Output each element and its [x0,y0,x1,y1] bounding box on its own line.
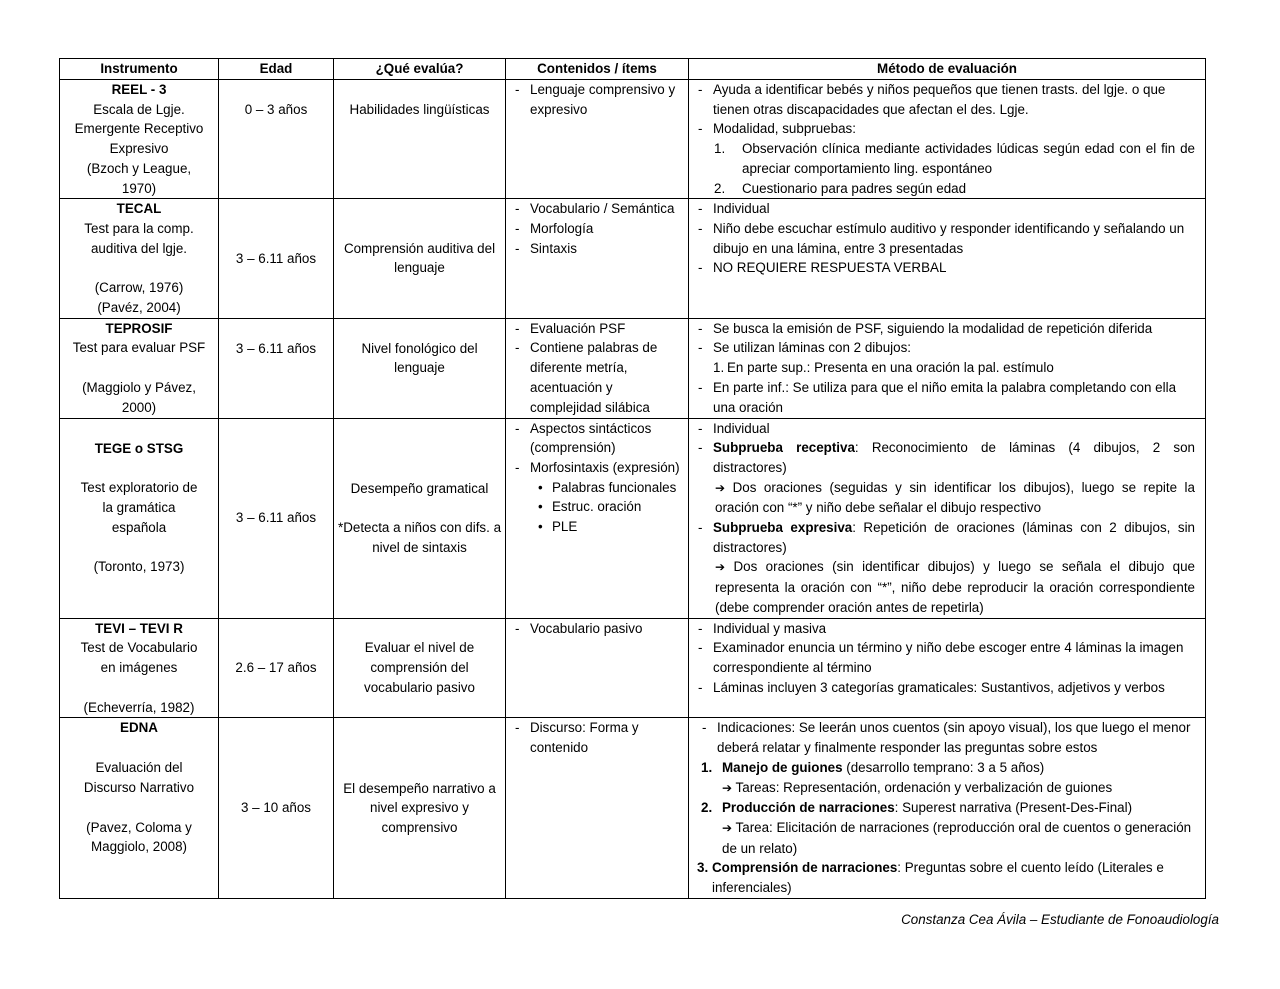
table-row [60,318,1206,418]
item-number: 1. [714,141,726,157]
method-item-text: Se utilizan láminas con 2 dibujos: [713,340,911,356]
instrument-reference: (Pavéz, 2004) [97,300,181,316]
numbered-item [713,358,1201,378]
instrument-name: TECAL [116,201,162,217]
instrument-name: TEPROSIF [105,320,173,336]
method-item: - NO REQUIERE RESPUESTA VERBAL [713,258,1201,278]
instrument-line: Discurso Narrativo [83,779,195,795]
instrument-line: Expresivo [109,141,169,157]
evaluation-table [59,58,1206,899]
content-item: - Vocabulario / Semántica [530,199,684,219]
instrument-reference: (Carrow, 1976) [94,280,184,296]
content-item: - Lenguaje comprensivo y expresivo [530,80,684,119]
arrow-item [713,557,1195,617]
table-row [60,618,1206,718]
method-cell [689,718,1206,898]
arrow-right-icon: ➔ [722,820,733,835]
evaluates-cell: Evaluar el nivel de comprensión del vocabulario pasivo [334,618,506,718]
instrument-line: Test exploratorio de [80,480,198,496]
evaluates-text: Desempeño gramatical [350,480,489,496]
arrow-text: Tareas: Representación, ordenación y verbalización de guiones [735,779,1113,795]
instrument-line: 1970) [121,180,157,196]
age-cell: 3 – 6.11 años [219,199,334,319]
instrument-reference: (Echeverría, 1982) [83,699,195,715]
arrow-item [722,778,1201,799]
method-item: - Individual y masiva [713,619,1201,639]
evaluates-note: *Detecta a niños con difs. a nivel de sintaxis [338,520,502,555]
contents-cell [506,80,689,199]
arrow-text: Tarea: Elicitación de narraciones (reproducción oral de cuentos o generación de un relato) [722,819,1192,856]
arrow-text: Dos oraciones (seguidas y sin identificar los dibujos), luego se repite la oración con “*” y niño debe señalar el dibujo respectivo [715,479,1195,516]
method-item: - Examinador enuncia un término y niño debe escoger entre 4 láminas la imagen correspondiente al término [713,638,1201,677]
numbered-label: Comprensión de narraciones [712,860,898,876]
evaluates-cell: Comprensión auditiva del lenguaje [334,199,506,319]
instrument-cell [60,199,219,319]
item-number: 2. [701,800,713,816]
item-number: 1. [713,360,725,376]
numbered-text: En parte sup.: Presenta en una oración la pal. estímulo [727,360,1054,376]
numbered-text: Observación clínica mediante actividades lúdicas según edad con el fin de apreciar comportamiento ling. espontáneo [742,141,1195,176]
bullet-item: • Palabras funcionales [552,478,684,498]
method-item [713,119,1195,198]
item-number: 1. [701,759,713,775]
header-contenidos: Contenidos / ítems [506,59,689,80]
content-item: - Morfología [530,219,684,239]
method-item-text: Modalidad, subpruebas: [713,121,856,137]
method-item: - Individual [713,419,1195,439]
arrow-text: Dos oraciones (sin identificar dibujos) y luego se señala el dibujo que representa la oración con “*”, niño debe reproducir la oración correspondiente (debe comprender oración antes de repetirla) [715,559,1195,615]
instrument-name: EDNA [120,720,158,736]
numbered-item [714,139,1195,178]
content-item: - Vocabulario pasivo [530,619,684,639]
content-item-text: Morfosintaxis (expresión) [530,459,680,475]
instrument-reference: 2000) [121,399,157,415]
instrument-line: la gramática [102,499,176,515]
arrow-item [722,818,1201,858]
contents-cell [506,418,689,618]
subtest-label: Subprueba expresiva [713,520,853,536]
header-edad: Edad [219,59,334,80]
numbered-text: : Superest narrativa (Present-Des-Final) [894,800,1133,816]
instrument-cell [60,418,219,618]
method-item: - Individual [713,199,1201,219]
table-row [60,80,1206,199]
method-cell [689,318,1206,418]
arrow-right-icon: ➔ [722,780,733,795]
item-number: 2. [714,180,726,196]
instrument-reference: Maggiolo, 2008) [90,839,188,855]
method-cell [689,618,1206,718]
method-item: - Niño debe escuchar estímulo auditivo y responder identificando y señalando un dibujo en una lámina, entre 3 presentadas [713,219,1201,258]
numbered-label: Producción de narraciones [722,800,895,816]
evaluates-cell [334,418,506,618]
instrument-name: REEL - 3 [111,82,167,97]
header-metodo: Método de evaluación [689,59,1206,80]
content-item: - Evaluación PSF [530,319,684,339]
instrument-name: TEVI – TEVI R [95,620,183,636]
arrow-right-icon: ➔ [715,480,726,495]
numbered-text: (desarrollo temprano: 3 a 5 años) [842,759,1045,775]
subtest-label: Subprueba receptiva [713,440,855,456]
content-item: - Aspectos sintácticos (comprensión) [530,419,684,458]
numbered-item [697,798,1201,858]
age-cell: 0 – 3 años [219,80,334,199]
item-number: 3. [697,860,709,876]
evaluates-cell: Habilidades lingüísticas [334,80,506,199]
evaluates-cell: El desempeño narrativo a nivel expresivo y comprensivo [334,718,506,898]
table-row [60,718,1206,898]
contents-cell [506,618,689,718]
instrument-cell [60,618,219,718]
instrument-cell [60,718,219,898]
numbered-item [697,858,1201,897]
method-item: - Se busca la emisión de PSF, siguiendo la modalidad de repetición diferida [713,319,1201,339]
method-item: - Láminas incluyen 3 categorías gramaticales: Sustantivos, adjetivos y verbos [713,678,1201,698]
instrument-line: Evaluación del [95,760,183,776]
instrument-line: Test para la comp. [84,220,194,236]
numbered-item [714,179,1195,199]
instrument-line: Escala de Lgje. [93,101,185,117]
instrument-reference: (Pavez, Coloma y [86,819,192,835]
method-cell [689,199,1206,319]
method-item: - Ayuda a identificar bebés y niños pequeños que tienen trasts. del lgje. o que tienen otras discapacidades que afectan el des. Lgje. [713,80,1195,119]
footer-author: Constanza Cea Ávila – Estudiante de Fonoaudiología [901,912,1219,927]
numbered-label: Manejo de guiones [722,759,843,775]
bullet-item: • PLE [552,517,684,537]
method-item [713,438,1195,518]
instrument-line: en imágenes [100,659,178,675]
header-que-evalua: ¿Qué evalúa? [334,59,506,80]
header-instrumento: Instrumento [60,59,219,80]
age-cell: 3 – 10 años [219,718,334,898]
instrument-cell [60,80,219,199]
age-cell: 3 – 6.11 años [219,318,334,418]
arrow-right-icon: ➔ [715,560,726,575]
contents-cell [506,199,689,319]
arrow-item [713,478,1195,518]
method-cell [689,418,1206,618]
evaluates-cell: Nivel fonológico del lenguaje [334,318,506,418]
contents-cell [506,718,689,898]
instrument-line: Test para evaluar PSF [72,340,206,356]
content-item: - Discurso: Forma y contenido [530,718,684,757]
instrument-line: Test de Vocabulario [80,640,198,656]
numbered-text: Cuestionario para padres según edad [742,180,967,196]
method-item [713,338,1201,377]
table-row [60,418,1206,618]
subtest-text: : Reconocimiento de láminas (4 dibujos, 2 son distractores) [713,440,1195,475]
method-item: - En parte inf.: Se utiliza para que el niño emita la palabra completando con ella una oración [713,378,1201,417]
instrument-name: TEGE o STSG [94,440,184,456]
content-item [530,458,684,537]
bullet-item: • Estruc. oración [552,497,684,517]
instrument-cell [60,318,219,418]
subtest-text: : Repetición de oraciones (láminas con 2 dibujos, sin distractores) [713,520,1195,555]
numbered-text: : Preguntas sobre el cuento leído (Literales e inferenciales) [712,860,1164,896]
content-item: - Contiene palabras de diferente metría, acentuación y complejidad silábica [530,338,684,417]
age-cell: 2.6 – 17 años [219,618,334,718]
instrument-line: (Bzoch y League, [86,160,192,176]
content-item: - Sintaxis [530,239,684,259]
method-item: - Indicaciones: Se leerán unos cuentos (sin apoyo visual), los que luego el menor deberá relatar y finalmente responder las preguntas sobre estos [717,718,1201,757]
method-item [713,518,1195,618]
table-row [60,199,1206,319]
age-cell: 3 – 6.11 años [219,418,334,618]
instrument-line: Emergente Receptivo [74,121,204,137]
method-cell [689,80,1206,199]
instrument-reference: (Maggiolo y Pávez, [82,380,196,396]
contents-cell [506,318,689,418]
numbered-item [697,758,1201,798]
instrument-line: española [111,519,167,535]
table-header-row [60,59,1206,80]
instrument-line: auditiva del lgje. [90,240,188,256]
instrument-reference: (Toronto, 1973) [93,559,185,575]
